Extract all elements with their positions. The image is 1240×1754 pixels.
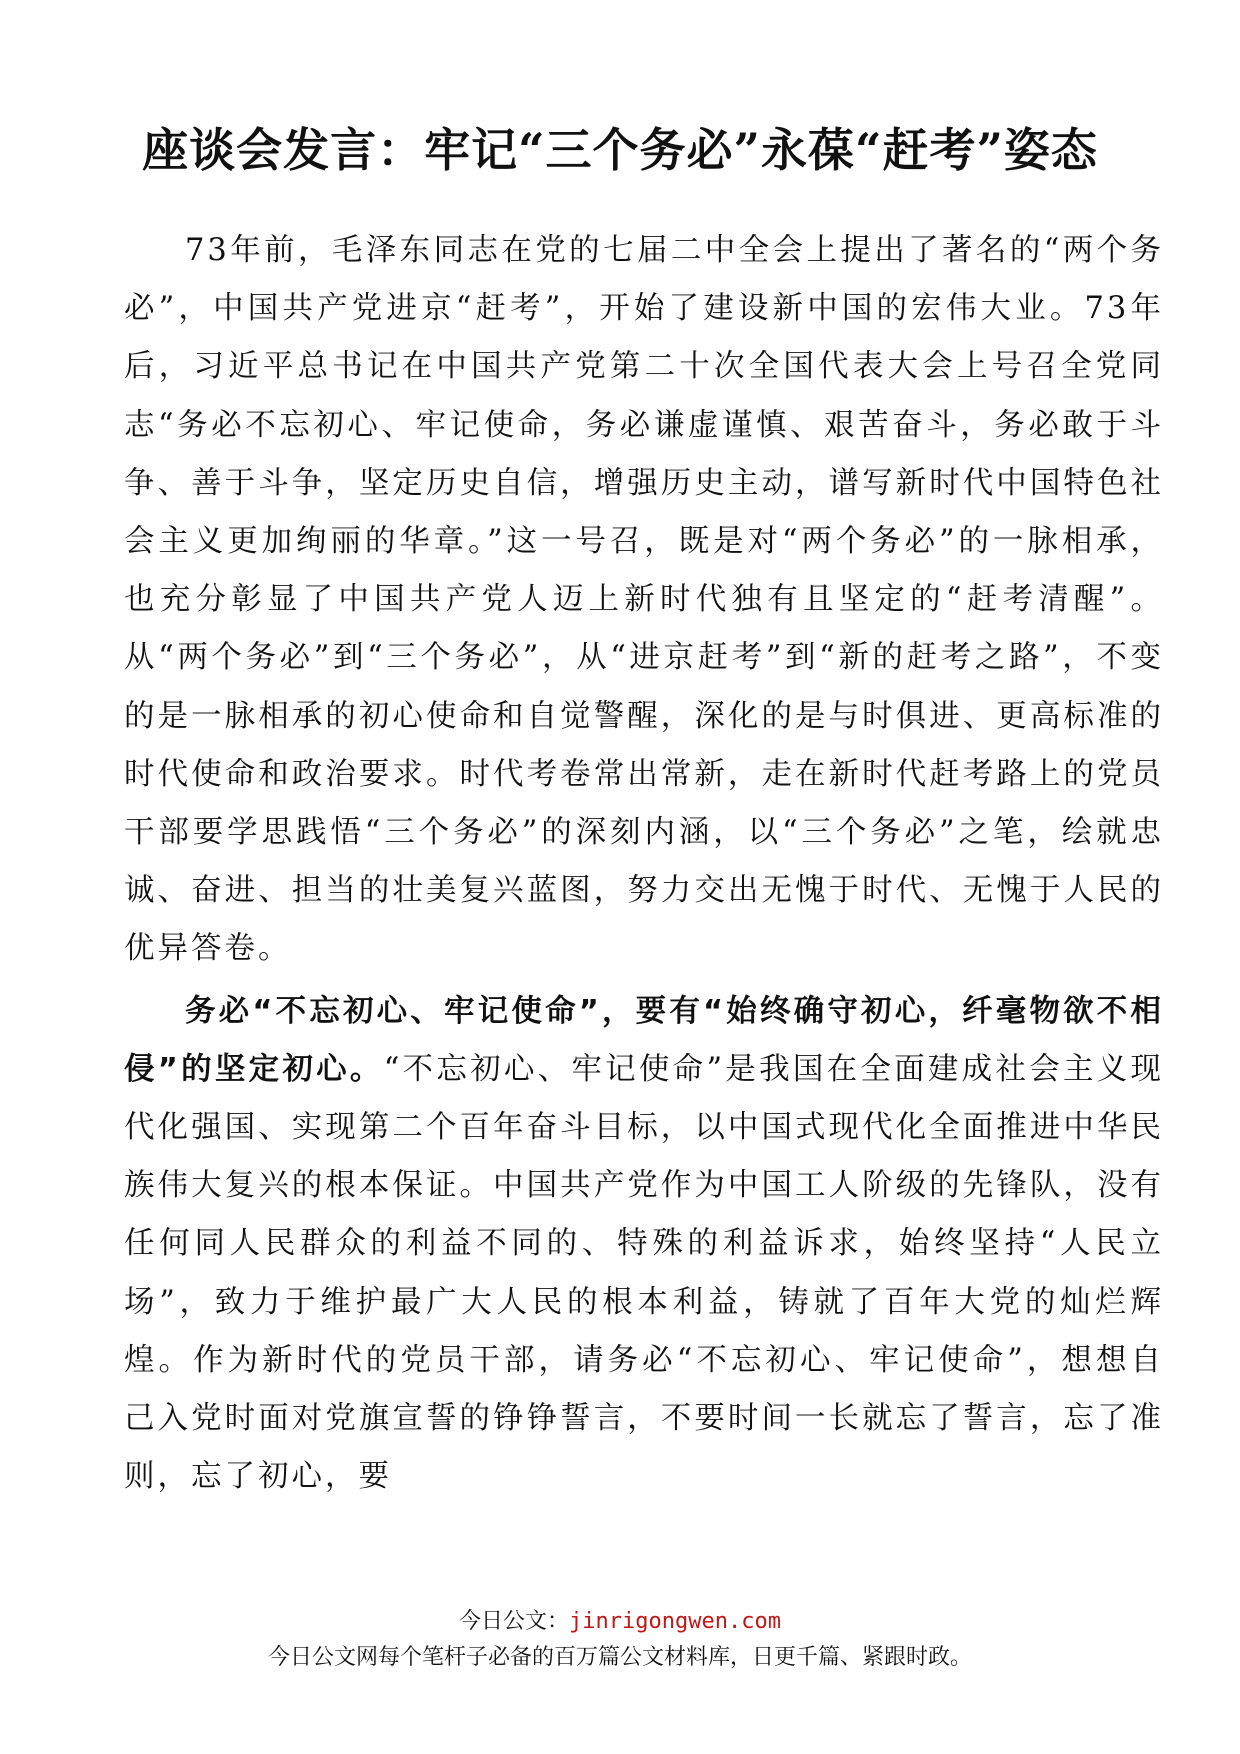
- paragraph-first-point: [124, 983, 1164, 1507]
- document-title: 座谈会发言：牢记“三个务必”永葆“赶考”姿态: [142, 123, 1098, 177]
- footer-watermark: [0, 1604, 1240, 1676]
- paragraph-lead: 务必“不忘初心、牢记使命”，要有“始终确守初心，纤毫物欲不相侵”的坚定初心。: [124, 993, 1164, 1087]
- footer-site-label: 今日公文：: [459, 1609, 570, 1634]
- footer-tagline: 今日公文网每个笔杆子必备的百万篇公文材料库，日更千篇、紧跟时政。: [267, 1645, 972, 1670]
- footer-site-url[interactable]: jinrigongwen.com: [569, 1609, 781, 1634]
- paragraph-text: 73年前，毛泽东同志在党的七届二中全会上提出了著名的“两个务必”，中国共产党进京“赶考”，开始了建设新中国的宏伟大业。73年后，习近平总书记在中国共产党第二十次全国代表大会上号召全党同志“务必不忘初心、牢记使命，务必谦虚谨慎、艰苦奋斗，务必敢于斗争、善于斗争，坚定历史自信，增强历史主动，谱写新时代中国特色社会主义更加绚丽的华章。”这一号召，既是对“两个务必”的一脉相承，也充分彰显了中国共产党人迈上新时代独有且坚定的“赶考清醒”。从“两个务必”到“三个务必”，从“进京赶考”到“新的赶考之路”，不变的是一脉相承的初心使命和自觉警醒，深化的是与时俱进、更高标准的时代使命和政治要求。时代考卷常出常新，走在新时代赶考路上的党员干部要学思践悟“三个务必”的深刻内涵，以“三个务必”之笔，绘就忠诚、奋进、担当的壮美复兴蓝图，努力交出无愧于时代、无愧于人民的优异答卷。: [124, 233, 1164, 967]
- document-body: [124, 222, 1164, 1506]
- footer-site-line: [0, 1604, 1240, 1640]
- paragraph-intro: [124, 222, 1164, 979]
- paragraph-text: “不忘初心、牢记使命”是我国在全面建成社会主义现代化强国、实现第二个百年奋斗目标，以中国式现代化全面推进中华民族伟大复兴的根本保证。中国共产党作为中国工人阶级的先锋队，没有任何同人民群众的利益不同的、特殊的利益诉求，始终坚持“人民立场”，致力于维护最广大人民的根本利益，铸就了百年大党的灿烂辉煌。作为新时代的党员干部，请务必“不忘初心、牢记使命”，想想自己入党时面对党旗宣誓的铮铮誓言，不要时间一长就忘了誓言，忘了准则，忘了初心，要: [124, 1051, 1165, 1495]
